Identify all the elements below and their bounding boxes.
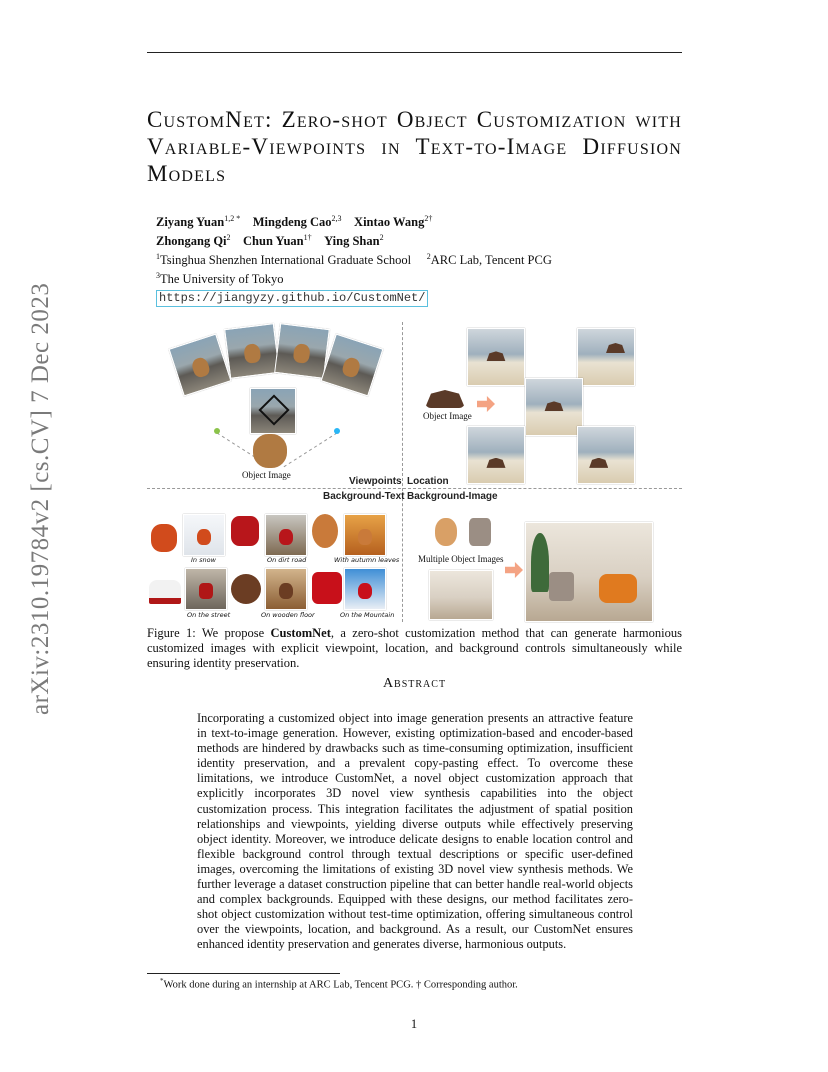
author-line-2: Zhongang Qi$^2$ Chun Yuan$^{1\dagger}$ Ying Shan$^2$ bbox=[156, 233, 384, 249]
prompt-label: On wooden floor bbox=[261, 611, 315, 619]
chair-object bbox=[469, 518, 491, 546]
figure-label-object-image-right: Object Image bbox=[423, 411, 472, 421]
result-image bbox=[183, 514, 225, 556]
toy-object bbox=[151, 524, 177, 552]
result-image bbox=[344, 568, 386, 610]
location-image bbox=[467, 328, 525, 386]
author-name: Mingdeng Cao bbox=[252, 215, 332, 230]
prompt-label: On the street bbox=[187, 611, 231, 619]
location-image bbox=[467, 426, 525, 484]
prompt-label: On the Mountain bbox=[340, 611, 395, 619]
top-rule bbox=[147, 52, 682, 53]
arxiv-identifier: arXiv:2310.19784v2 [cs.CV] 7 Dec 2023 bbox=[27, 282, 54, 715]
figure-label-background-text: Background-Text bbox=[323, 491, 405, 502]
footnote-rule bbox=[147, 973, 340, 974]
hut-object bbox=[425, 390, 465, 408]
affiliation-line-2: $^3$The University of Tokyo bbox=[156, 271, 284, 287]
result-image bbox=[265, 514, 307, 556]
result-image bbox=[265, 568, 307, 610]
hut-shape bbox=[486, 458, 505, 468]
teddy-bear-object bbox=[253, 434, 287, 468]
teddy-bear-shape bbox=[292, 343, 311, 364]
figure-label-location: Location bbox=[407, 476, 449, 487]
teddy-bear-shape bbox=[243, 343, 262, 364]
hut-shape bbox=[486, 351, 505, 361]
chair-shape bbox=[549, 572, 574, 601]
author-name: Ziyang Yuan bbox=[156, 215, 225, 230]
abstract-text: Incorporating a customized object into image generation presents an attractive feature in text-to-image generation. However, existing optimization-based and encoder-based methods are hindered by drawbacks such as time-consuming optimization, insufficient identity preservation, and a prevalent copy-pasting effect. To overcome these limitations, we introduce CustomNet, a novel object customization approach that explicitly incorporates 3D novel view synthesis capabilities into the object customization process. This integration facilitates the adjustment of spatial position relationships and viewpoints, yielding diverse outputs while effectively preserving object identity. Moreover, we introduce delicate designs to enable location control and flexible background control through textual descriptions or specific user-defined images, overcoming the limitations of existing 3D novel view synthesis methods. We further leverage a dataset construction pipeline that can better handle real-world objects and complex backgrounds. Equipped with these designs, our method facilitates zero-shot object customization without test-time optimization, offering simultaneous control over the viewpoints, location, and background. As a result, our CustomNet ensures enhanced identity preservation and generates diverse, harmonious outputs. bbox=[197, 711, 633, 952]
toy-shape bbox=[197, 529, 211, 545]
page-number: 1 bbox=[410, 1017, 418, 1031]
result-image bbox=[185, 568, 227, 610]
toy-object bbox=[231, 516, 259, 546]
cake-object bbox=[231, 574, 261, 604]
location-image bbox=[525, 378, 583, 436]
toy-shape bbox=[279, 529, 293, 545]
figure-caption: Figure 1: We propose CustomNet, a zero-shot customization method that can generate harmonious customized images with explicit viewpoint, location, and background controls simultaneously while ensuring identity preservation. bbox=[147, 626, 682, 670]
arrow-icon bbox=[477, 396, 495, 412]
figure-label-viewpoints: Viewpoints bbox=[349, 476, 402, 487]
dog-shape bbox=[358, 529, 372, 545]
location-image bbox=[577, 426, 635, 484]
background-image bbox=[429, 570, 493, 620]
author-name: Zhongang Qi bbox=[156, 234, 227, 249]
author-name: Ying Shan bbox=[324, 234, 380, 249]
plant-shape bbox=[531, 533, 549, 592]
result-image bbox=[344, 514, 386, 556]
arrow-icon bbox=[505, 562, 523, 578]
dog-object bbox=[312, 514, 338, 548]
figure-divider-horizontal bbox=[147, 488, 682, 489]
abstract-heading: Abstract bbox=[382, 676, 447, 691]
author-block bbox=[156, 211, 552, 307]
author-line-1: Ziyang Yuan$^{1,2 *}$ Mingdeng Cao$^{2,3}$ Xintao Wang$^{2\dagger}$ bbox=[156, 214, 433, 230]
prompt-label: In snow bbox=[191, 556, 216, 564]
viewpoint-image bbox=[168, 333, 231, 396]
shoe-shape bbox=[199, 583, 213, 599]
figure-label-object-image: Object Image bbox=[242, 470, 291, 480]
prompt-label: On dirt road bbox=[267, 556, 307, 564]
toy-shape bbox=[358, 583, 372, 599]
hut-shape bbox=[589, 458, 608, 468]
figure-label-multiple-objects: Multiple Object Images bbox=[418, 554, 504, 564]
affiliation-line-1: $^1$Tsinghua Shenzhen International Graduate School $^2$ARC Lab, Tencent PCG bbox=[156, 252, 552, 268]
location-image bbox=[577, 328, 635, 386]
viewpoint-image bbox=[274, 323, 330, 379]
result-image bbox=[525, 522, 653, 622]
armchair-shape bbox=[599, 574, 637, 603]
project-url-link[interactable]: https://jiangyzy.github.io/CustomNet/ bbox=[156, 290, 428, 307]
teddy-bear-shape bbox=[190, 356, 211, 379]
viewpoint-image bbox=[224, 323, 280, 379]
figure-divider-vertical bbox=[402, 322, 403, 622]
figure-label-background-image: Background-Image bbox=[407, 491, 498, 502]
prompt-label: With autumn leaves bbox=[334, 556, 400, 564]
toy-object bbox=[312, 572, 342, 604]
hut-shape bbox=[544, 401, 563, 411]
hut-shape bbox=[606, 343, 625, 353]
author-name: Chun Yuan bbox=[243, 234, 304, 249]
cake-shape bbox=[279, 583, 293, 599]
footnote: *Work done during an internship at ARC Lab, Tencent PCG. † Corresponding author. bbox=[160, 977, 518, 991]
shoe-object bbox=[149, 580, 181, 604]
viewpoint-image bbox=[320, 333, 383, 396]
teddy-bear-shape bbox=[341, 356, 362, 379]
dog-object bbox=[435, 518, 457, 546]
author-name: Xintao Wang bbox=[354, 215, 425, 230]
teaser-figure bbox=[147, 318, 682, 623]
paper-title: CustomNet: Zero-shot Object Customization with Variable-Viewpoints in Text-to-Image Diffusion Models bbox=[147, 107, 682, 186]
